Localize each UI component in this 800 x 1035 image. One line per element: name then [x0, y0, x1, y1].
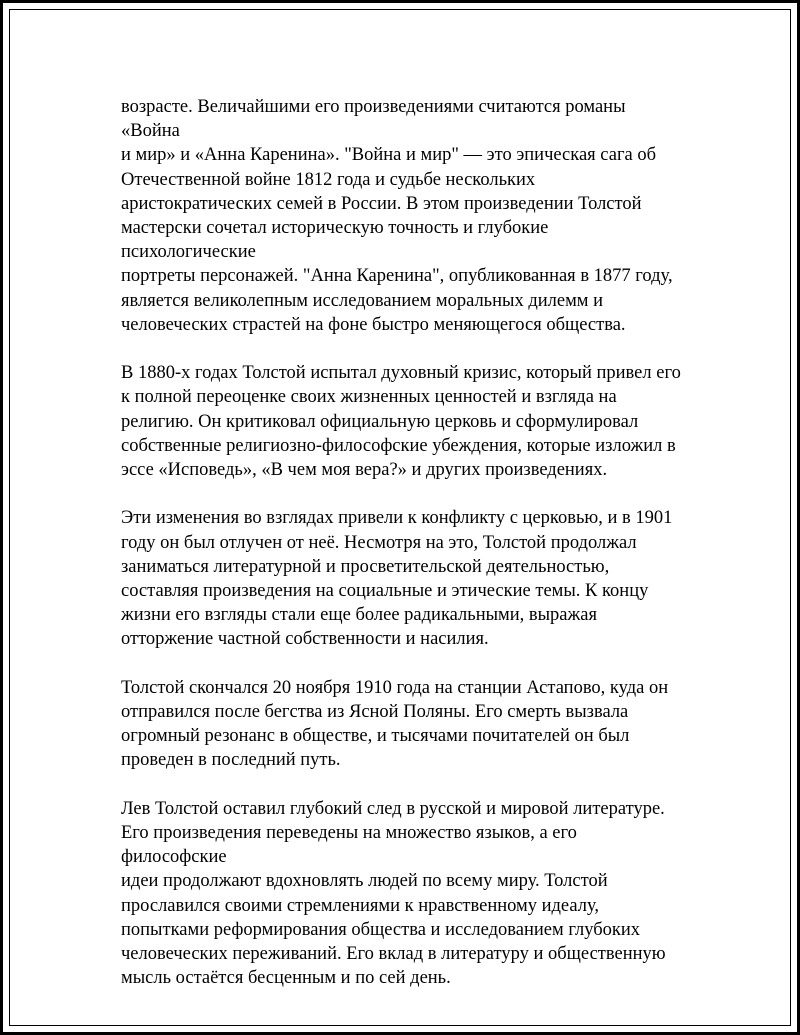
document-body [121, 95, 681, 990]
paragraph-1: возрасте. Величайшими его произведениями считаются романы «Война и мир» и «Анна Каренина». "Война и мир" — это эпическая сага об Отечественной войне 1812 года и судьбе нескольких аристократических семей в России. В этом произведении Толстой мастерски сочетал историческую точность и глубокие психологические портреты персонажей. "Анна Каренина", опубликованная в 1877 году, является великолепным исследованием моральных дилемм и человеческих страстей на фоне быстро меняющегося общества. [121, 97, 673, 335]
paragraph-4: Толстой скончался 20 ноября 1910 года на станции Астапово, куда он отправился после бегства из Ясной Поляны. Его смерть вызвала огромный резонанс в обществе, и тысячами почитателей он был проведен в последний путь. [121, 677, 669, 771]
paragraph-2: В 1880-х годах Толстой испытал духовный кризис, который привел его к полной переоценке своих жизненных ценностей и взгляда на религию. Он критиковал официальную церковь и сформулировал собственные религиозно-философские убеждения, которые изложил в эссе «Исповедь», «В чем моя вера?» и других произведениях. [121, 363, 681, 481]
paragraph-5: Лев Толстой оставил глубокий след в русской и мировой литературе. Его произведения переведены на множество языков, а его философские идеи продолжают вдохновлять людей по всему миру. Толстой прославился своими стремлениями к нравственному идеалу, попытками реформирования общества и исследованием глубоких человеческих переживаний. Его вклад в литературу и общественную мысль остаётся бесценным и по сей день. [121, 798, 666, 989]
paragraph-3: Эти изменения во взглядах привели к конфликту с церковью, и в 1901 году он был отлучен от неё. Несмотря на это, Толстой продолжал заниматься литературной и просветительской деятельностью, составляя произведения на социальные и этические темы. К концу жизни его взгляды стали еще более радикальными, выражая отторжение частной собственности и насилия. [121, 508, 673, 650]
